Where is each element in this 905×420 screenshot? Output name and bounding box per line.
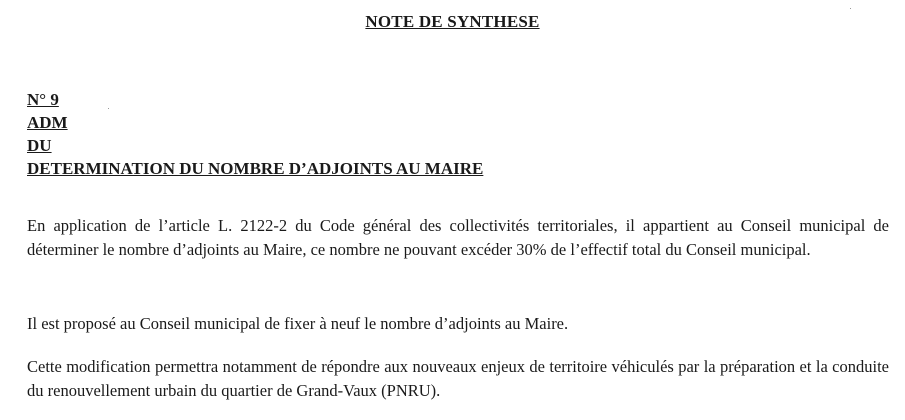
subject-heading: DETERMINATION DU NOMBRE D’ADJOINTS AU MAIRE (27, 159, 484, 178)
date-label: DU (27, 136, 52, 155)
paragraph-proposal: Il est proposé au Conseil municipal de fixer à neuf le nombre d’adjoints au Maire. (27, 314, 569, 333)
note-number: N° 9 (27, 90, 59, 109)
document-title: NOTE DE SYNTHESE (365, 12, 540, 31)
reference-block (27, 88, 483, 180)
paragraph-purpose: Cette modification permettra notamment de répondre aux nouveaux enjeux de territoire véhiculés par la préparation et la conduite du renouvellement urbain du quartier de Grand-Vaux (PNRU). (27, 357, 889, 400)
service-code: ADM (27, 113, 68, 132)
scan-speck (108, 108, 109, 109)
paragraph-legal-basis: En application de l’article L. 2122-2 du Code général des collectivités territoriales, il appartient au Conseil municipal de déterminer le nombre d’adjoints au Maire, ce nombre ne pouvant excéder 30% de l’effectif total du Conseil municipal. (27, 216, 889, 259)
scan-speck (850, 8, 851, 9)
